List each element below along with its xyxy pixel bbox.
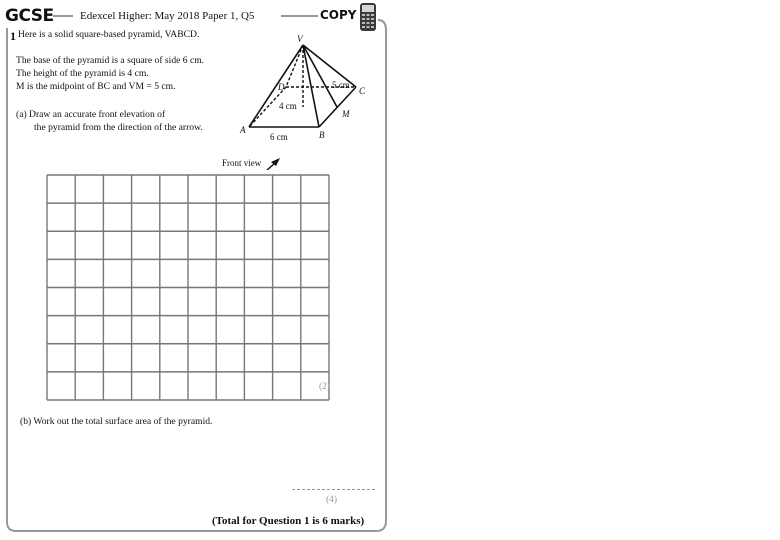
copy-label: COPY [320,8,357,22]
part-b-text: (b) Work out the total surface area of the pyramid. [20,416,213,427]
label-c: C [359,86,366,96]
base-text: The base of the pyramid is a square of side 6 cm. [16,55,205,66]
label-b: B [319,130,325,140]
part-a-line2: the pyramid from the direction of the arrow. [34,122,203,133]
side-label: 6 cm [270,132,288,142]
front-view-label: Front view [222,158,262,168]
height-label: 4 cm [279,101,297,111]
gcse-logo: GCSE [5,6,54,26]
intro-text: Here is a solid square-based pyramid, VABCD. [18,29,200,40]
paper-title: Edexcel Higher: May 2018 Paper 1, Q5 [80,10,255,22]
part-a-line1: (a) Draw an accurate front elevation of [16,109,166,120]
height-text: The height of the pyramid is 4 cm. [16,68,149,79]
part-a-marks: (2) [319,382,331,392]
slant-label: 5 cm [332,80,350,90]
label-a: A [240,125,246,135]
question-intro [18,28,199,42]
label-v: V [297,34,303,44]
answer-grid[interactable] [46,174,330,401]
total-marks: (Total for Question 1 is 6 marks) [212,515,365,527]
label-m: M [342,109,350,119]
midpoint-text: M is the midpoint of BC and VM = 5 cm. [16,81,176,92]
question-number: 1 [10,29,16,43]
answer-line[interactable] [292,489,375,490]
part-b-marks: (4) [326,495,338,505]
calculator-icon [359,2,377,32]
pyramid-diagram [236,30,386,170]
label-d: D [278,82,285,92]
